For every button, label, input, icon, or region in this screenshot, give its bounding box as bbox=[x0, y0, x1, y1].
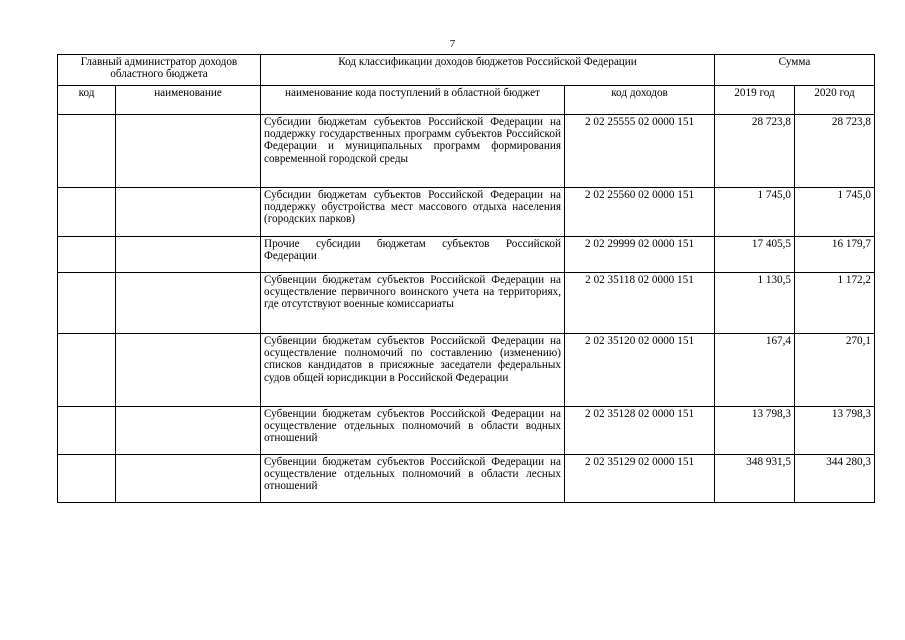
header-row-columns bbox=[58, 86, 875, 115]
income-code-cell: 2 02 25555 02 0000 151 bbox=[565, 115, 715, 188]
header-col-income-code: код доходов bbox=[565, 86, 715, 115]
page-number: 7 bbox=[449, 38, 456, 50]
header-col-income-name: наименование кода поступлений в областной бюджет bbox=[261, 86, 565, 115]
admin-name-cell bbox=[116, 455, 261, 503]
header-admin-group: Главный администратор доходов областного бюджета bbox=[58, 55, 261, 86]
admin-code-cell bbox=[58, 455, 116, 503]
admin-code-cell bbox=[58, 237, 116, 273]
sum-2020-cell: 270,1 bbox=[795, 334, 875, 407]
budget-revenue-table bbox=[57, 54, 875, 503]
income-code-cell: 2 02 35120 02 0000 151 bbox=[565, 334, 715, 407]
table-row bbox=[58, 115, 875, 188]
header-classification-group: Код классификации доходов бюджетов Российской Федерации bbox=[261, 55, 715, 86]
header-col-year-2020: 2020 год bbox=[795, 86, 875, 115]
admin-code-cell bbox=[58, 115, 116, 188]
sum-2020-cell: 16 179,7 bbox=[795, 237, 875, 273]
table-row bbox=[58, 407, 875, 455]
income-description-cell: Субвенции бюджетам субъектов Российской Федерации на осуществление отдельных полномочий в области лесных отношений bbox=[261, 455, 565, 503]
sum-2019-cell: 13 798,3 bbox=[715, 407, 795, 455]
admin-code-cell bbox=[58, 273, 116, 334]
income-description-cell: Субвенции бюджетам субъектов Российской Федерации на осуществление отдельных полномочий в области водных отношений bbox=[261, 407, 565, 455]
income-description-cell: Субвенции бюджетам субъектов Российской Федерации на осуществление полномочий по составлению (изменению) списков кандидатов в присяжные заседатели федеральных судов общей юрисдикции в Российской Федерации bbox=[261, 334, 565, 407]
table-row bbox=[58, 455, 875, 503]
admin-code-cell bbox=[58, 334, 116, 407]
income-code-cell: 2 02 35128 02 0000 151 bbox=[565, 407, 715, 455]
income-description-cell: Субвенции бюджетам субъектов Российской Федерации на осуществление первичного воинского учета на территориях, где отсутствуют военные комиссариаты bbox=[261, 273, 565, 334]
sum-2020-cell: 13 798,3 bbox=[795, 407, 875, 455]
header-col-year-2019: 2019 год bbox=[715, 86, 795, 115]
sum-2019-cell: 1 745,0 bbox=[715, 188, 795, 237]
table-row bbox=[58, 334, 875, 407]
income-code-cell: 2 02 35129 02 0000 151 bbox=[565, 455, 715, 503]
sum-2019-cell: 348 931,5 bbox=[715, 455, 795, 503]
header-col-name: наименование bbox=[116, 86, 261, 115]
sum-2019-cell: 17 405,5 bbox=[715, 237, 795, 273]
table-row bbox=[58, 237, 875, 273]
sum-2019-cell: 28 723,8 bbox=[715, 115, 795, 188]
income-description-cell: Субсидии бюджетам субъектов Российской Федерации на поддержку обустройства мест массового отдыха населения (городских парков) bbox=[261, 188, 565, 237]
table-row bbox=[58, 273, 875, 334]
sum-2020-cell: 344 280,3 bbox=[795, 455, 875, 503]
income-code-cell: 2 02 35118 02 0000 151 bbox=[565, 273, 715, 334]
income-code-cell: 2 02 25560 02 0000 151 bbox=[565, 188, 715, 237]
income-description-cell: Субсидии бюджетам субъектов Российской Федерации на поддержку государственных программ субъектов Российской Федерации и муниципальных программ формирования современной городской среды bbox=[261, 115, 565, 188]
sum-2019-cell: 1 130,5 bbox=[715, 273, 795, 334]
sum-2019-cell: 167,4 bbox=[715, 334, 795, 407]
header-sum-group: Сумма bbox=[715, 55, 875, 86]
admin-name-cell bbox=[116, 115, 261, 188]
table-row bbox=[58, 188, 875, 237]
sum-2020-cell: 1 745,0 bbox=[795, 188, 875, 237]
admin-name-cell bbox=[116, 188, 261, 237]
admin-code-cell bbox=[58, 407, 116, 455]
admin-name-cell bbox=[116, 237, 261, 273]
admin-name-cell bbox=[116, 273, 261, 334]
header-col-code: код bbox=[58, 86, 116, 115]
income-description-cell: Прочие субсидии бюджетам субъектов Российской Федерации bbox=[261, 237, 565, 273]
header-row-groups bbox=[58, 55, 875, 86]
sum-2020-cell: 1 172,2 bbox=[795, 273, 875, 334]
admin-code-cell bbox=[58, 188, 116, 237]
admin-name-cell bbox=[116, 334, 261, 407]
admin-name-cell bbox=[116, 407, 261, 455]
sum-2020-cell: 28 723,8 bbox=[795, 115, 875, 188]
income-code-cell: 2 02 29999 02 0000 151 bbox=[565, 237, 715, 273]
